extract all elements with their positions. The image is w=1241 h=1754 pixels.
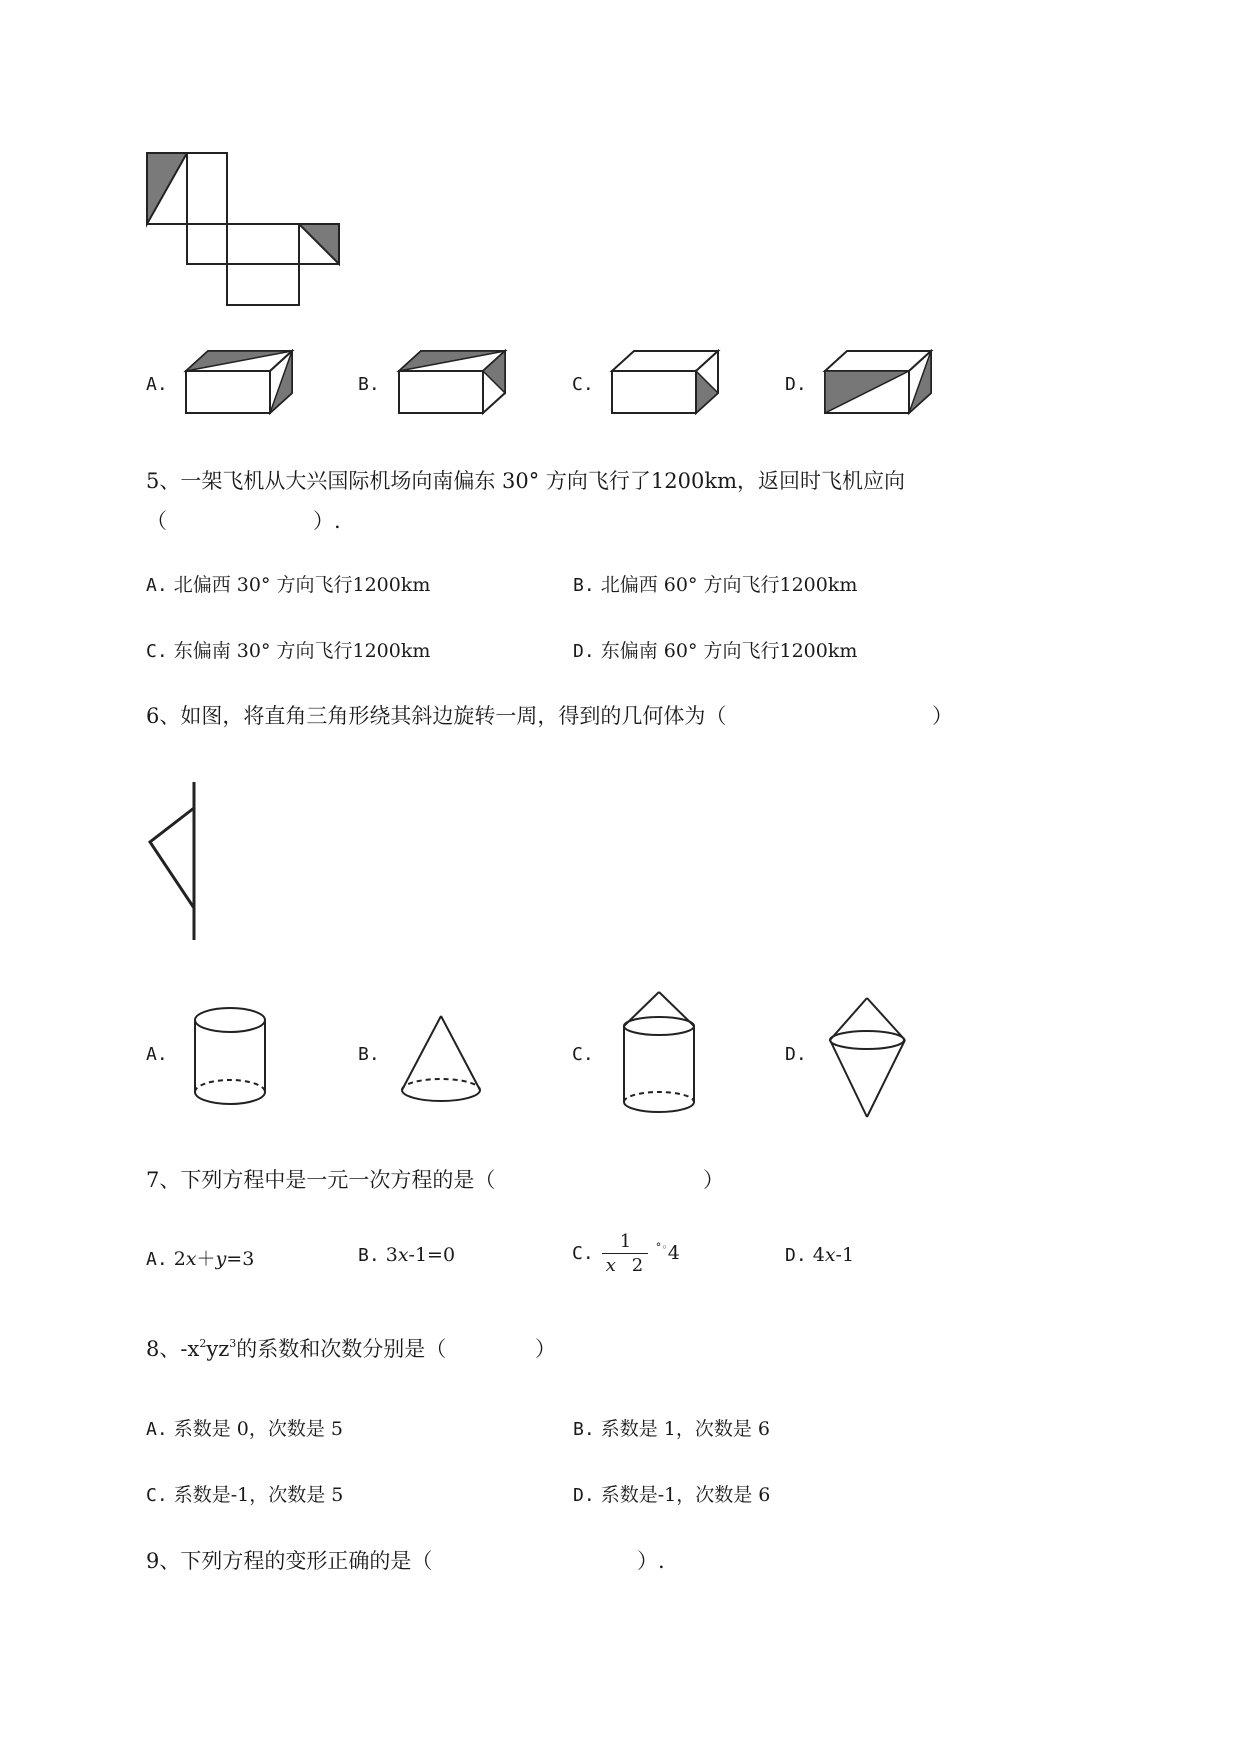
cube-net-figure bbox=[146, 152, 346, 307]
q8-number: 8、 bbox=[146, 1337, 181, 1361]
q8-option-b-letter: B. bbox=[573, 1419, 595, 1440]
q4-option-d-label: D. bbox=[785, 374, 807, 395]
q7-a-var-x: x bbox=[185, 1248, 197, 1270]
q7-a-rest: =3 bbox=[226, 1248, 255, 1270]
q7-c-fraction bbox=[600, 1231, 650, 1277]
q8-expr-a: -x bbox=[180, 1337, 200, 1361]
q7-option-b-letter: B. bbox=[358, 1245, 380, 1266]
q6-blank-close: ） bbox=[932, 704, 953, 728]
q9-blank-close: ）. bbox=[637, 1549, 665, 1573]
q5-option-b-letter: B. bbox=[573, 575, 595, 596]
q8-option-d[interactable] bbox=[573, 1480, 770, 1507]
q6-option-b-cone[interactable] bbox=[398, 1014, 484, 1106]
q7-option-d-letter: D. bbox=[785, 1245, 807, 1266]
q8-option-a-letter: A. bbox=[146, 1419, 168, 1440]
q5-option-a[interactable] bbox=[146, 570, 430, 597]
q5-option-b-text: 北偏西 60° 方向飞行1200km bbox=[600, 574, 858, 596]
q8-option-a[interactable] bbox=[146, 1414, 343, 1441]
q8-option-b-text: 系数是 1，次数是 6 bbox=[600, 1418, 770, 1440]
q7-b-coef: 3 bbox=[385, 1244, 398, 1266]
q8-stem-line bbox=[146, 1333, 446, 1363]
right-triangle-figure bbox=[146, 780, 206, 942]
q7-c-numerator: 1 bbox=[619, 1231, 632, 1252]
q5-option-c[interactable] bbox=[146, 636, 430, 663]
q7-a-coef: 2 bbox=[173, 1248, 186, 1270]
q8-exp-1: 2 bbox=[199, 1337, 207, 1350]
q4-option-a-box[interactable] bbox=[184, 349, 294, 417]
q7-option-c[interactable] bbox=[572, 1231, 680, 1277]
q8-option-d-letter: D. bbox=[573, 1485, 595, 1506]
q7-option-a[interactable] bbox=[146, 1244, 254, 1271]
q7-option-b[interactable] bbox=[358, 1244, 455, 1266]
q6-option-c-cylinder-cone[interactable] bbox=[622, 990, 698, 1118]
q6-stem: 6、如图，将直角三角形绕其斜边旋转一周，得到的几何体为（ bbox=[146, 704, 727, 728]
q5-option-b[interactable] bbox=[573, 570, 857, 597]
q7-blank-close: ） bbox=[703, 1168, 724, 1192]
q8-option-a-text: 系数是 0，次数是 5 bbox=[173, 1418, 343, 1440]
q7-a-var-y: y bbox=[215, 1248, 227, 1270]
q8-exp-2: 3 bbox=[229, 1337, 237, 1350]
q6-option-c-label: C. bbox=[572, 1044, 594, 1065]
q5-option-a-letter: A. bbox=[146, 575, 168, 596]
q7-d-rest: -1 bbox=[835, 1244, 855, 1266]
q7-d-var-x: x bbox=[824, 1244, 836, 1266]
q4-option-b-label: B. bbox=[358, 374, 380, 395]
q5-option-c-text: 东偏南 30° 方向飞行1200km bbox=[173, 640, 431, 662]
q8-stem: 的系数和次数分别是（ bbox=[236, 1337, 447, 1361]
q5-stem: 5、一架飞机从大兴国际机场向南偏东 30° 方向飞行了1200km，返回时飞机应向 bbox=[146, 469, 906, 493]
q5-option-d[interactable] bbox=[573, 636, 857, 663]
q5-option-c-letter: C. bbox=[146, 641, 168, 662]
q8-option-b[interactable] bbox=[573, 1414, 770, 1441]
q9-stem: 9、下列方程的变形正确的是（ bbox=[146, 1549, 433, 1573]
q8-option-d-text: 系数是-1，次数是 6 bbox=[600, 1484, 771, 1506]
q6-option-a-label: A. bbox=[146, 1044, 168, 1065]
q4-option-d-box[interactable] bbox=[823, 349, 933, 417]
q7-c-mark: °◦ bbox=[655, 1241, 668, 1254]
q7-option-d[interactable] bbox=[785, 1244, 854, 1266]
q4-option-c-box[interactable] bbox=[610, 349, 720, 417]
q7-d-coef: 4 bbox=[812, 1244, 825, 1266]
q5-option-d-text: 东偏南 60° 方向飞行1200km bbox=[600, 640, 858, 662]
q5-blank-close: ）. bbox=[313, 509, 341, 533]
q8-option-c-letter: C. bbox=[146, 1485, 168, 1506]
q7-b-var-x: x bbox=[397, 1244, 409, 1266]
q8-expr-b: yz bbox=[206, 1337, 230, 1361]
q7-option-c-letter: C. bbox=[572, 1243, 594, 1264]
q6-option-a-cylinder[interactable] bbox=[193, 1006, 269, 1108]
q7-c-fraction-bar bbox=[602, 1253, 648, 1254]
q4-option-b-box[interactable] bbox=[397, 349, 507, 417]
q6-option-d-double-cone[interactable] bbox=[827, 996, 909, 1120]
q4-option-c-label: C. bbox=[572, 374, 594, 395]
q7-a-plus: ＋ bbox=[196, 1248, 216, 1270]
q5-blank-open: （ bbox=[146, 509, 167, 533]
q6-option-b-label: B. bbox=[358, 1044, 380, 1065]
q7-c-tail: 4 bbox=[667, 1242, 680, 1264]
q7-option-a-letter: A. bbox=[146, 1249, 168, 1270]
q7-stem: 7、下列方程中是一元一次方程的是（ bbox=[146, 1168, 496, 1192]
q7-c-den-2: 2 bbox=[631, 1255, 644, 1276]
q8-blank-close: ） bbox=[535, 1337, 556, 1361]
q5-option-a-text: 北偏西 30° 方向飞行1200km bbox=[173, 574, 431, 596]
q7-c-den-x: x bbox=[605, 1255, 616, 1276]
q5-option-d-letter: D. bbox=[573, 641, 595, 662]
q7-b-rest: -1=0 bbox=[408, 1244, 456, 1266]
q8-option-c[interactable] bbox=[146, 1480, 343, 1507]
q4-option-a-label: A. bbox=[146, 374, 168, 395]
q8-option-c-text: 系数是-1，次数是 5 bbox=[173, 1484, 344, 1506]
q6-option-d-label: D. bbox=[785, 1044, 807, 1065]
